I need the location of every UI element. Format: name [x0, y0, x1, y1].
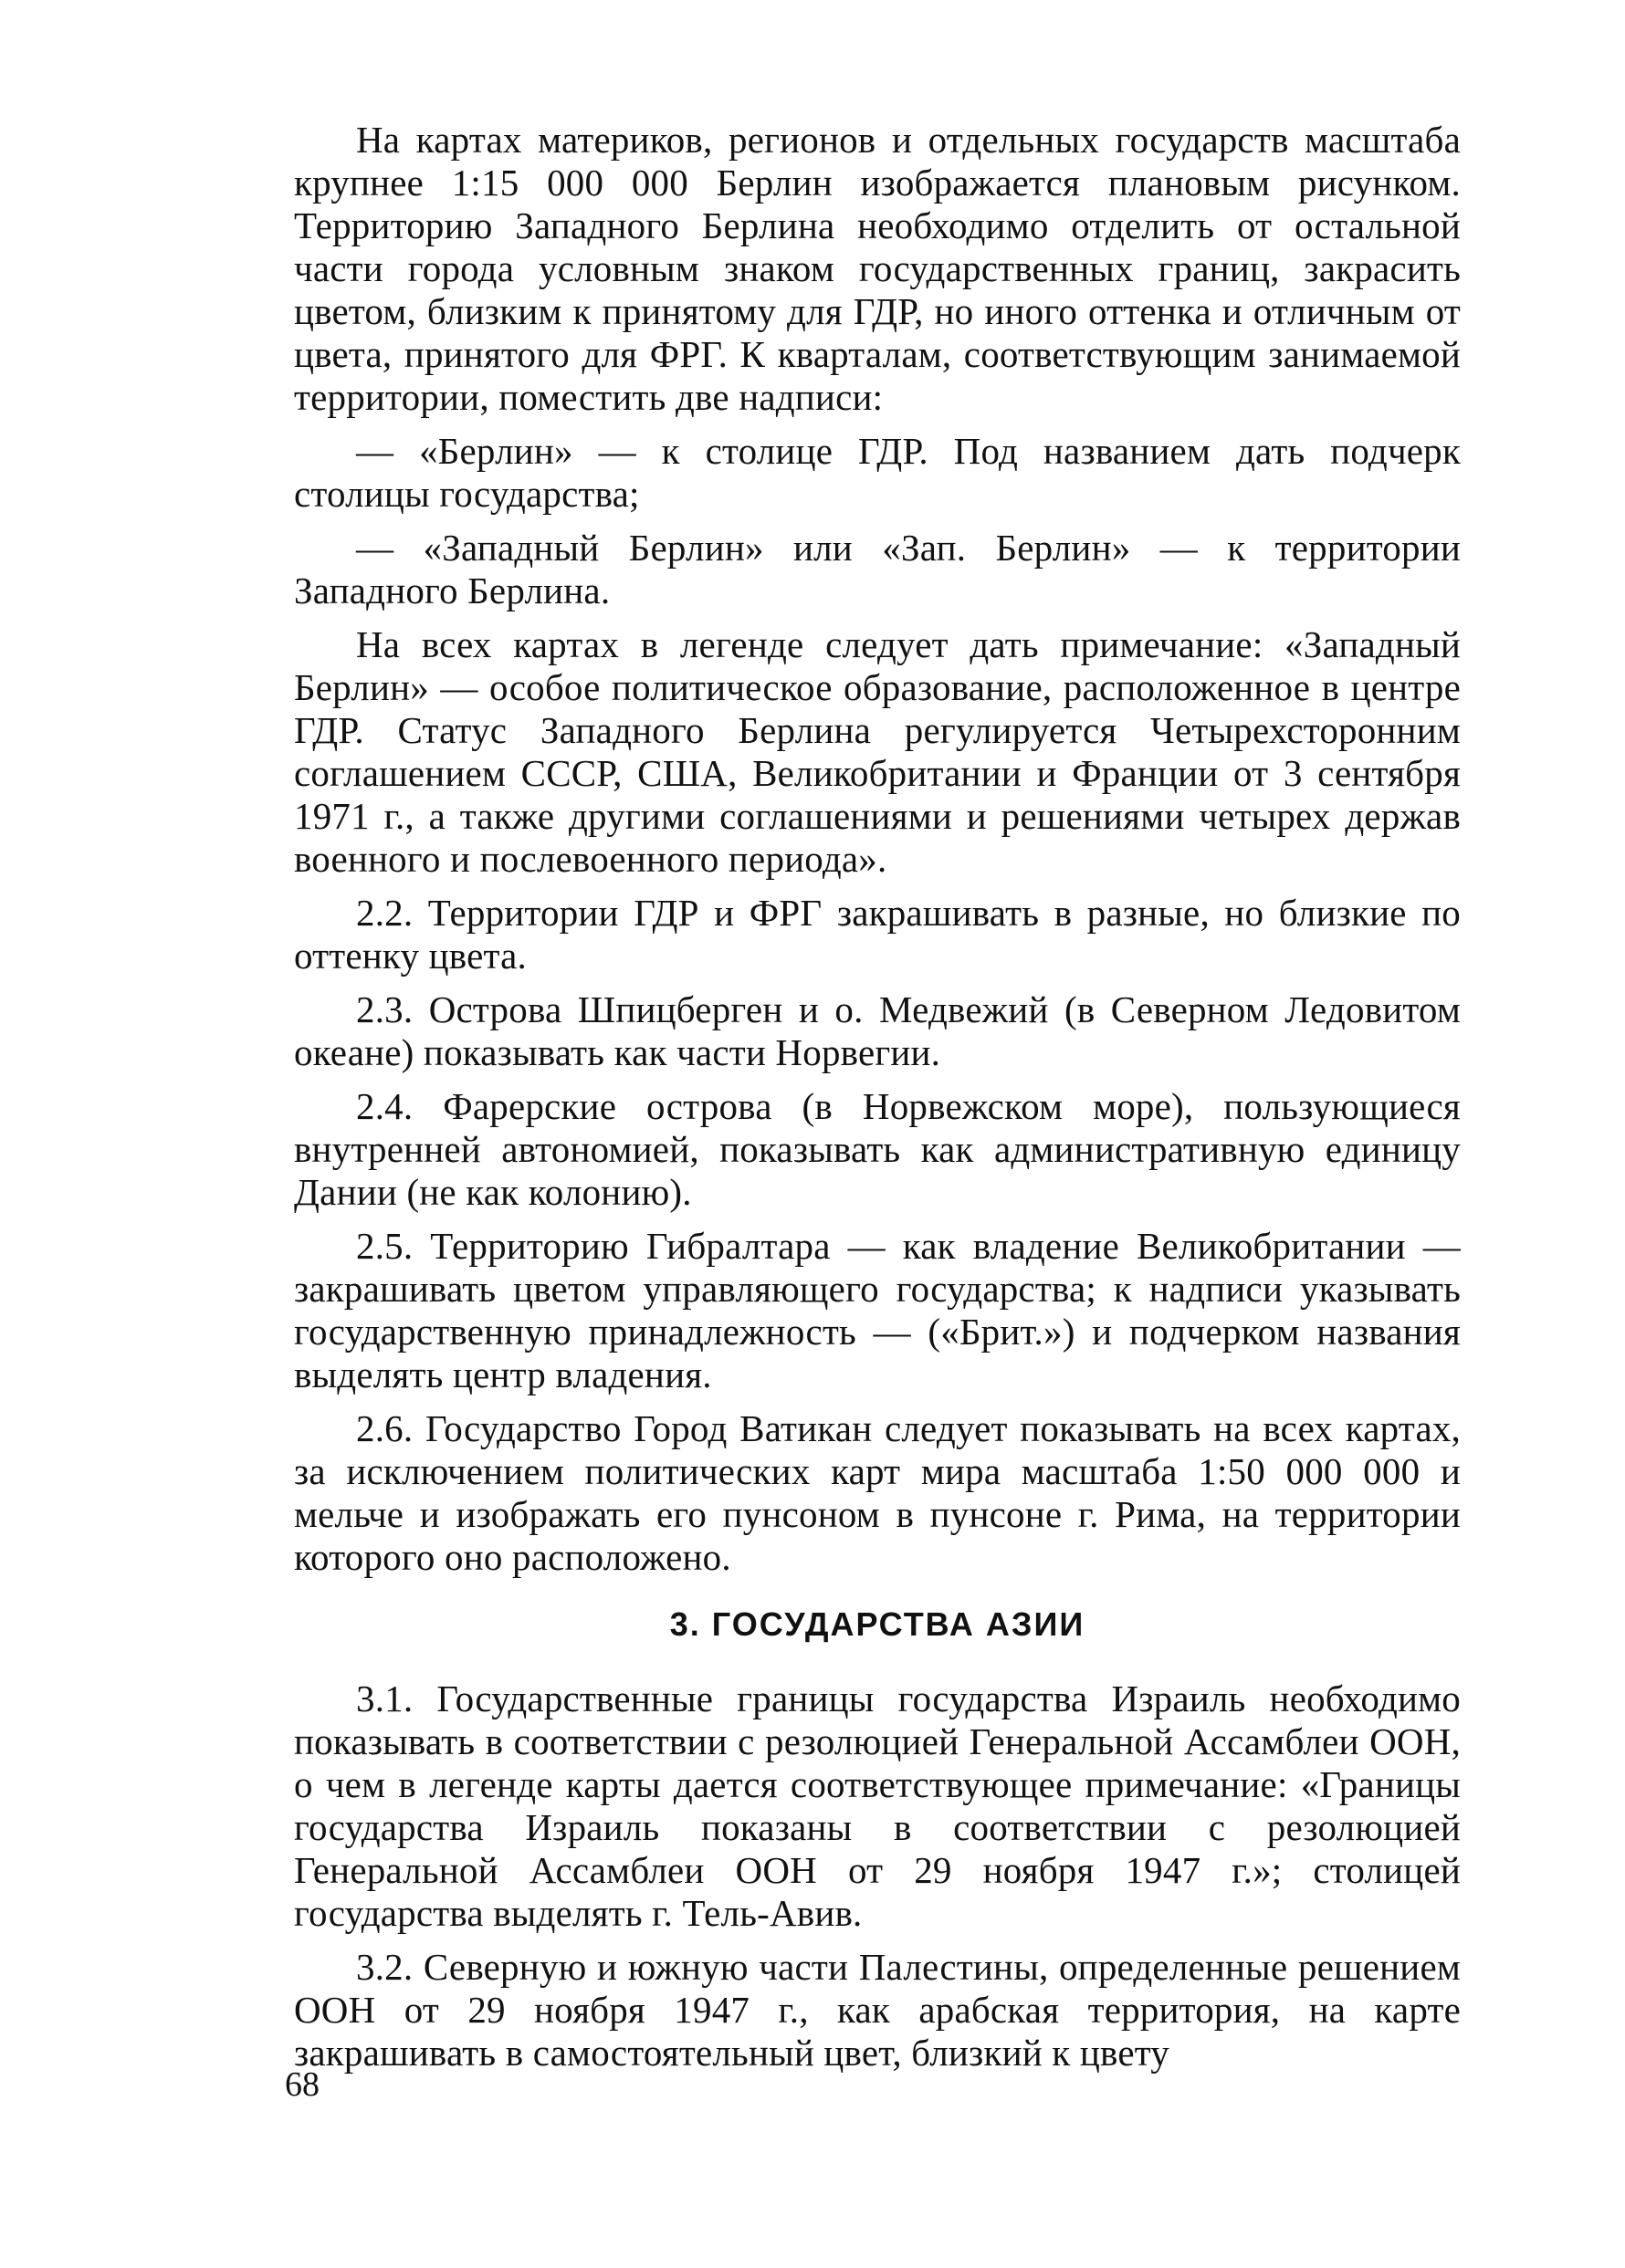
paragraph-berlin-plan: На картах материков, регионов и отдельных государств масштаба крупнее 1:15 000 000 Берлин изображается плановым рисунком. Территорию Западного Берлина необходимо отделить от остальной части города условным знаком государственных границ, закрасить цветом, близким к принятому для ГДР, но иного оттенка и отличным от цвета, принятого для ФРГ. К кварталам, соответствующим занимаемой территории, поместить две надписи:	[294, 119, 1461, 418]
body-text	[294, 119, 1461, 2085]
paragraph-berlin-label: — «Берлин» — к столице ГДР. Под названием дать подчерк столицы государства;	[294, 430, 1461, 515]
section-heading: 3. ГОСУДАРСТВА АЗИИ	[669, 1605, 1085, 1643]
paragraph-2-3: 2.3. Острова Шпицберген и о. Медвежий (в Северном Ледовитом океане) показывать как части Норвегии.	[294, 988, 1461, 1073]
paragraph-2-5: 2.5. Территорию Гибралтара — как владение Великобритании — закрашивать цветом управляющего государства; к надписи указывать государственную принадлежность — («Брит.») и подчерком названия выделять центр владения.	[294, 1225, 1461, 1395]
paragraph-3-2: 3.2. Северную и южную части Палестины, определенные решением ООН от 29 ноября 1947 г., как арабская территория, на карте закрашивать в самостоятельный цвет, близкий к цвету	[294, 1946, 1461, 2074]
paragraph-legend-note: На всех картах в легенде следует дать примечание: «Западный Берлин» — особое политическое образование, расположенное в центре ГДР. Статус Западного Берлина регулируется Четырехсторонним соглашением СССР, США, Великобритании и Франции от 3 сентября 1971 г., а также другими соглашениями и решениями четырех держав военного и послевоенного периода».	[294, 623, 1461, 880]
paragraph-3-1: 3.1. Государственные границы государства Израиль необходимо показывать в соответствии с резолюцией Генеральной Ассамблеи ООН, о чем в легенде карты дается соответствующее примечание: «Границы государства Израиль показаны в соответствии с резолюцией Генеральной Ассамблеи ООН от 29 ноября 1947 г.»; столицей государства выделять г. Тель-Авив.	[294, 1677, 1461, 1934]
paragraph-2-4: 2.4. Фарерские острова (в Норвежском море), пользующиеся внутренней автономией, показывать как административную единицу Дании (не как колонию).	[294, 1085, 1461, 1213]
paragraph-west-berlin-label: — «Западный Берлин» или «Зап. Берлин» — к территории Западного Берлина.	[294, 527, 1461, 611]
paragraph-2-2: 2.2. Территории ГДР и ФРГ закрашивать в разные, но близкие по оттенку цвета.	[294, 892, 1461, 977]
page-number: 68	[285, 2065, 320, 2104]
paragraph-2-6: 2.6. Государство Город Ватикан следует показывать на всех картах, за исключением политических карт мира масштаба 1:50 000 000 и мельче и изображать его пунсоном в пунсоне г. Рима, на территории которого оно расположено.	[294, 1407, 1461, 1578]
